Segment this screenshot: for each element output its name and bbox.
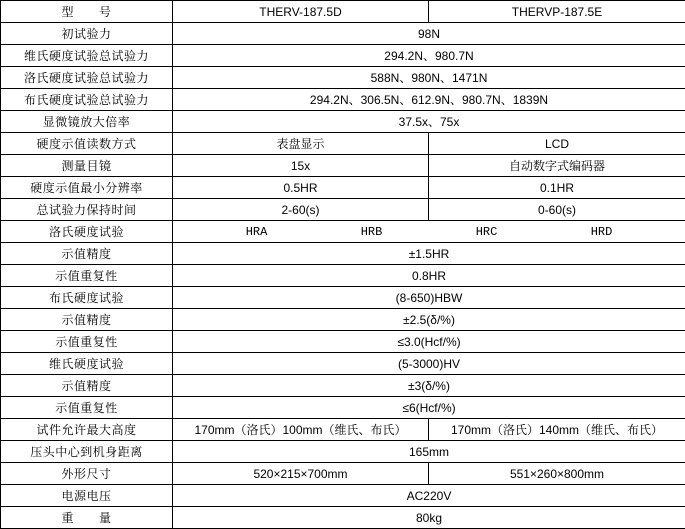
table-row [1, 133, 685, 155]
rockwell-scale-hrc: HRC [476, 225, 498, 239]
row-value-b: 170mm（洛氏）140mm（维氏、布氏） [429, 419, 685, 441]
row-value-b: 551×260×800mm [429, 463, 685, 485]
row-value-a: 170mm（洛氏）100mm（维氏、布氏） [173, 419, 429, 441]
row-value-span: 165mm [173, 441, 685, 463]
row-value-b: THERVP-187.5E [429, 1, 685, 23]
row-label: 型 号 [1, 1, 173, 23]
row-value-a: 表盘显示 [173, 133, 429, 155]
row-value-a: 0.5HR [173, 177, 429, 199]
table-row [1, 287, 685, 309]
row-label: 初试验力 [1, 23, 173, 45]
row-value-span: 37.5x、75x [173, 111, 685, 133]
table-row [1, 155, 685, 177]
row-label: 重 量 [1, 507, 173, 529]
table-row [1, 463, 685, 485]
row-label: 电源电压 [1, 485, 173, 507]
row-value-b: 0.1HR [429, 177, 685, 199]
table-row [1, 177, 685, 199]
row-label: 显微镜放大倍率 [1, 111, 173, 133]
table-row [1, 265, 685, 287]
table-row [1, 331, 685, 353]
table-row [1, 397, 685, 419]
row-label: 示值重复性 [1, 265, 173, 287]
row-label: 维氏硬度试验 [1, 353, 173, 375]
row-value-span: 294.2N、306.5N、612.9N、980.7N、1839N [173, 89, 685, 111]
table-row [1, 199, 685, 221]
table-row [1, 507, 685, 529]
table-body [1, 1, 685, 529]
row-value-a: 2-60(s) [173, 199, 429, 221]
rockwell-scale-list [175, 225, 683, 239]
row-value-a: 15x [173, 155, 429, 177]
row-label: 压头中心到机身距离 [1, 441, 173, 463]
row-label: 示值重复性 [1, 331, 173, 353]
table-row [1, 111, 685, 133]
row-value-a: THERV-187.5D [173, 1, 429, 23]
table-row [1, 67, 685, 89]
table-row [1, 309, 685, 331]
row-value-span: (8-650)HBW [173, 287, 685, 309]
row-label: 洛氏硬度试验 [1, 221, 173, 243]
row-label: 总试验力保持时间 [1, 199, 173, 221]
table-row [1, 419, 685, 441]
table-row [1, 485, 685, 507]
row-value-b: LCD [429, 133, 685, 155]
row-value-b: 0-60(s) [429, 199, 685, 221]
row-value-scales [173, 221, 685, 243]
table-row [1, 89, 685, 111]
row-value-span: 0.8HR [173, 265, 685, 287]
table-row [1, 221, 685, 243]
row-label: 维氏硬度试验总试验力 [1, 45, 173, 67]
row-label: 布氏硬度试验 [1, 287, 173, 309]
table-row [1, 375, 685, 397]
row-label: 示值精度 [1, 243, 173, 265]
table-row [1, 353, 685, 375]
row-value-span: 294.2N、980.7N [173, 45, 685, 67]
row-value-span: AC220V [173, 485, 685, 507]
table-row [1, 23, 685, 45]
row-value-span: ±2.5(δ/%) [173, 309, 685, 331]
row-value-span: ±3(δ/%) [173, 375, 685, 397]
row-value-b: 自动数字式编码器 [429, 155, 685, 177]
row-label: 布氏硬度试验总试验力 [1, 89, 173, 111]
row-value-span: ±1.5HR [173, 243, 685, 265]
row-value-span: 98N [173, 23, 685, 45]
table-row [1, 1, 685, 23]
rockwell-scale-hra: HRA [246, 225, 268, 239]
row-value-a: 520×215×700mm [173, 463, 429, 485]
table-row [1, 243, 685, 265]
row-value-span: 80kg [173, 507, 685, 529]
row-label: 示值精度 [1, 309, 173, 331]
row-label: 测量目镜 [1, 155, 173, 177]
row-label: 试件允许最大高度 [1, 419, 173, 441]
row-label: 洛氏硬度试验总试验力 [1, 67, 173, 89]
row-value-span: 588N、980N、1471N [173, 67, 685, 89]
row-value-span: (5-3000)HV [173, 353, 685, 375]
row-label: 外形尺寸 [1, 463, 173, 485]
rockwell-scale-hrd: HRD [591, 225, 613, 239]
rockwell-scale-hrb: HRB [361, 225, 383, 239]
row-label: 示值精度 [1, 375, 173, 397]
table-row [1, 45, 685, 67]
row-value-span: ≤6(Hcf/%) [173, 397, 685, 419]
row-value-span: ≤3.0(Hcf/%) [173, 331, 685, 353]
row-label: 硬度示值最小分辨率 [1, 177, 173, 199]
row-label: 示值重复性 [1, 397, 173, 419]
table-row [1, 441, 685, 463]
row-label: 硬度示值读数方式 [1, 133, 173, 155]
